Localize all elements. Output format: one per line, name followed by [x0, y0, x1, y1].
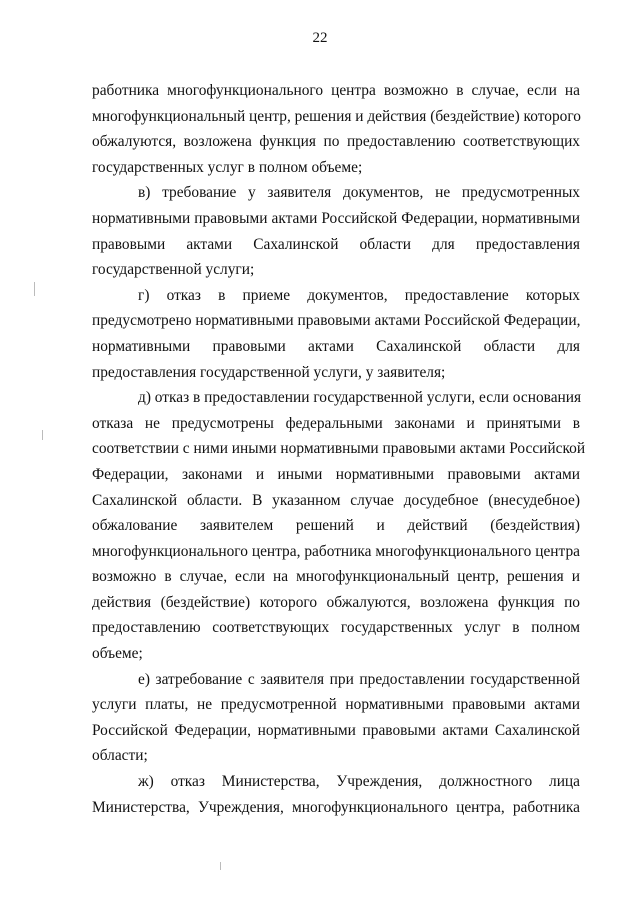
text-line: ж) отказ Министерства, Учреждения, должностного лица: [138, 773, 580, 791]
paragraph: [92, 769, 580, 820]
text-line: Министерства, Учреждения, многофункционального центра, работника: [92, 798, 580, 816]
paragraph: [92, 180, 580, 282]
text-line: обжалуются, возложена функция по предоставлению соответствующих: [92, 133, 580, 151]
text-line: многофункционального центра, работника многофункционального центра: [92, 542, 580, 560]
text-line: государственных услуг в полном объеме;: [92, 158, 363, 176]
page-number: 22: [312, 30, 328, 46]
scan-mark: [42, 430, 43, 440]
text-line: Российской Федерации, нормативными правовыми актами Сахалинской: [92, 721, 580, 739]
text-line: правовыми актами Сахалинской области для предоставления: [92, 235, 580, 253]
text-line: соответствии с ними иными нормативными правовыми актами Российской: [92, 440, 586, 458]
text-line: действия (бездействие) которого обжалуются, возложена функция по: [92, 593, 580, 611]
paragraph: [92, 385, 586, 667]
text-line: услуги платы, не предусмотренной нормативными правовыми актами: [92, 696, 580, 714]
text-line: д) отказ в предоставлении государственной услуги, если основания: [138, 389, 582, 407]
text-line: предоставлению соответствующих государственных услуг в полном: [92, 619, 580, 637]
text-line: обжалование заявителем решений и действий (бездействия): [92, 517, 580, 535]
text-line: нормативными правовыми актами Сахалинской области для: [92, 337, 580, 355]
text-line: Сахалинской области. В указанном случае досудебное (внесудебное): [92, 491, 580, 509]
text-line: возможно в случае, если на многофункциональный центр, решения и: [92, 568, 580, 586]
scan-mark: [220, 862, 221, 870]
text-line: работника многофункционального центра возможно в случае, если на: [92, 82, 580, 99]
document-body: [92, 78, 586, 820]
text-line: области;: [92, 747, 148, 765]
text-line: отказа не предусмотрены федеральными законами и принятыми в: [92, 414, 580, 432]
text-line: г) отказ в приеме документов, предоставление которых: [138, 286, 580, 304]
text-line: е) затребование с заявителя при предоставлении государственной: [138, 670, 580, 688]
paragraph: [92, 78, 580, 180]
scan-mark: [34, 282, 35, 296]
text-line: многофункциональный центр, решения и действия (бездействие) которого: [92, 107, 581, 125]
text-line: предусмотрено нормативными правовыми актами Российской Федерации,: [92, 312, 581, 330]
text-line: предоставления государственной услуги, у заявителя;: [92, 363, 446, 381]
text-line: нормативными правовыми актами Российской Федерации, нормативными: [92, 209, 580, 227]
text-line: в) требование у заявителя документов, не предусмотренных: [138, 184, 580, 202]
paragraph: [92, 667, 580, 769]
paragraph: [92, 283, 580, 385]
text-line: объеме;: [92, 645, 143, 663]
text-line: государственной услуги;: [92, 261, 255, 279]
text-line: Федерации, законами и иными нормативными правовыми актами: [92, 465, 580, 483]
